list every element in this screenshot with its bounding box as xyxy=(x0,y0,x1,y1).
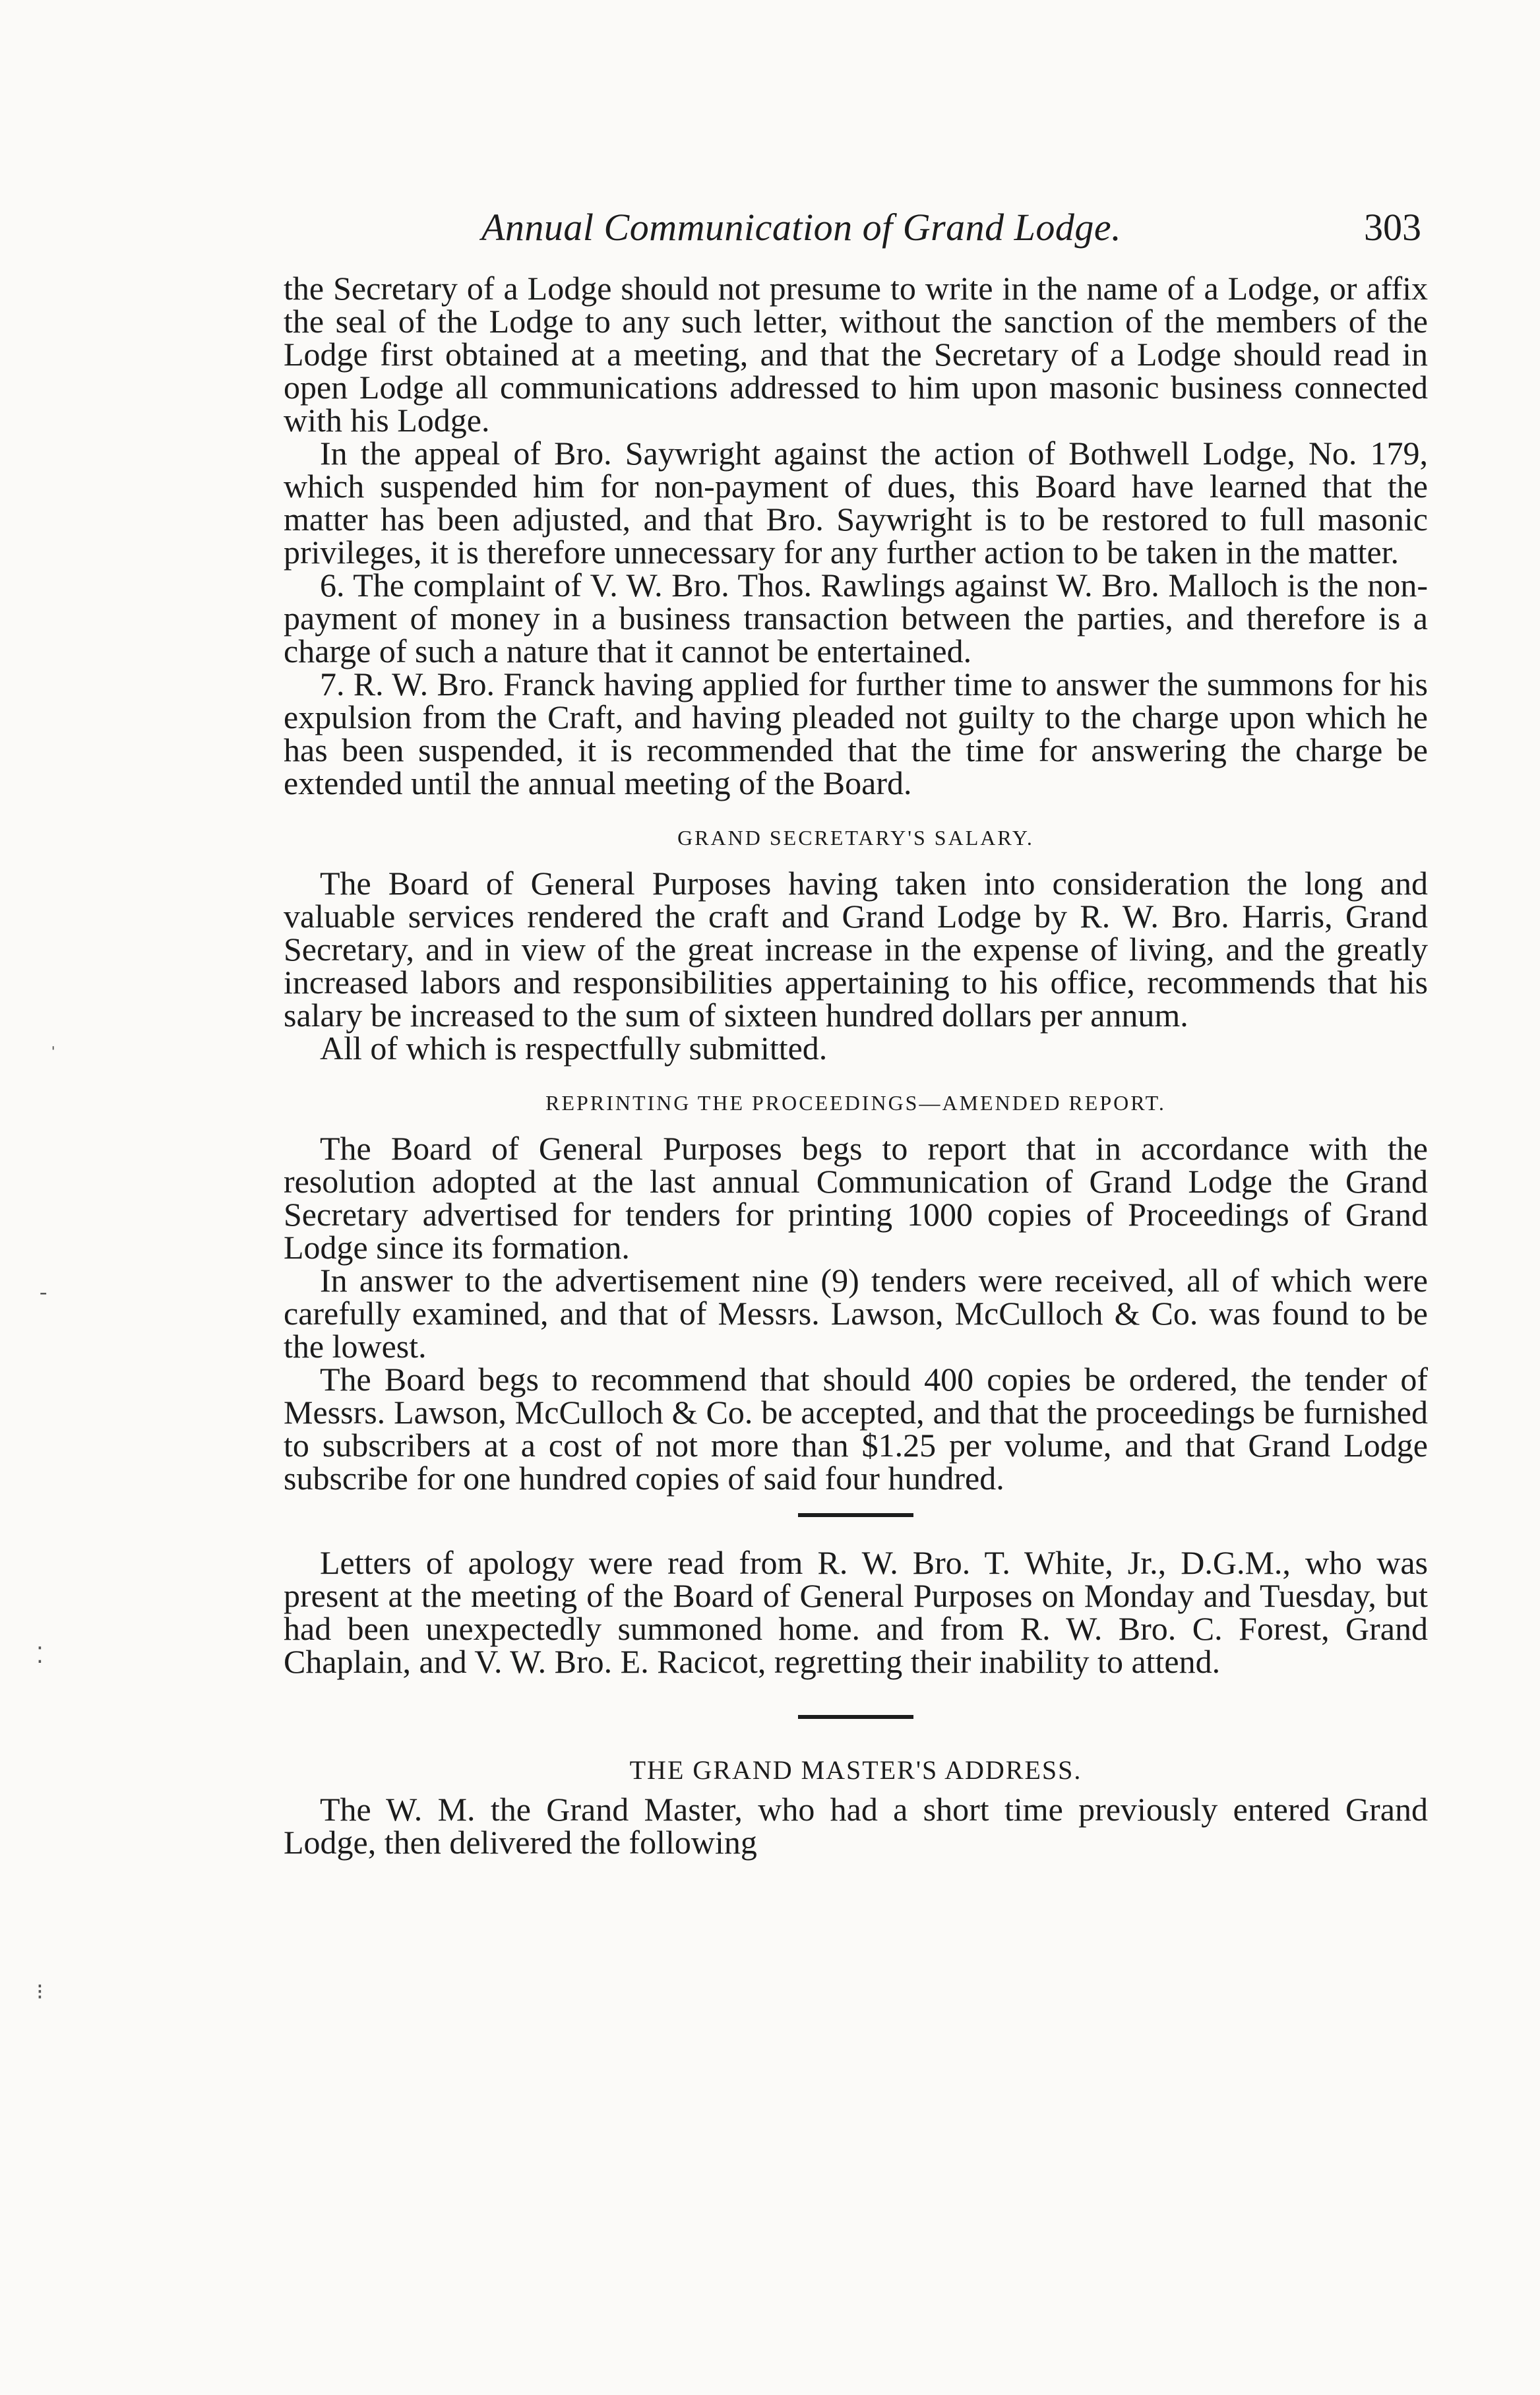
paragraph: Letters of apology were read from R. W. Bro. T. White, Jr., D.G.M., who was present at the meeting of the Board of General Purposes on Monday and Tuesday, but had been unexpectedly summoned home. and from R. W. Bro. C. Forest, Grand Chaplain, and V. W. Bro. E. Racicot, regretting their inability to attend. xyxy=(284,1544,1428,1680)
section-apologies xyxy=(284,1546,1428,1678)
section-board-report xyxy=(284,272,1428,799)
section-reprinting xyxy=(284,1132,1428,1495)
paragraph: 6. The complaint of V. W. Bro. Thos. Rawlings against W. Bro. Malloch is the non-payment of money in a business transaction between the parties, and therefore is a charge of such a nature that it cannot be entertained. xyxy=(284,567,1428,669)
paragraph: The Board of General Purposes having taken into consideration the long and valuable services rendered the craft and Grand Lodge by R. W. Bro. Harris, Grand Secretary, and in view of the great increase in the expense of living, and the greatly increased labors and responsibilities appertaining to his office, recommends that his salary be increased to the sum of sixteen hundred dollars per annum. xyxy=(284,865,1428,1034)
paragraph: All of which is respectfully submitted. xyxy=(320,1030,828,1067)
running-head xyxy=(462,198,1421,257)
section-rule xyxy=(798,1715,913,1719)
running-title: Annual Communication of Grand Lodge. xyxy=(481,206,1122,249)
margin-speck: ˌ xyxy=(49,1026,57,1050)
margin-speck: ⁝ xyxy=(36,1980,44,2005)
section-rule xyxy=(798,1513,913,1517)
heading-reprinting-proceedings: REPRINTING THE PROCEEDINGS—AMENDED REPORT. xyxy=(545,1091,1166,1115)
paragraph: The Board of General Purposes begs to report that in accordance with the resolution adopted at the last annual Communication of Grand Lodge the Grand Secretary advertised for tenders for printing 1000 copies of Proceedings of Grand Lodge since its formation. xyxy=(284,1130,1428,1266)
body-text xyxy=(284,272,1428,1859)
paragraph: In the appeal of Bro. Saywright against the action of Bothwell Lodge, No. 179, which suspended him for non-payment of dues, this Board have learned that the matter has been adjusted, and that Bro. Saywright is to be restored to full masonic privileges, it is therefore unnecessary for any further action to be taken in the matter. xyxy=(284,435,1428,571)
margin-speck: - xyxy=(40,1280,47,1304)
margin-speck: ⁚ xyxy=(36,1644,44,1668)
paragraph: The W. M. the Grand Master, who had a short time previously entered Grand Lodge, then delivered the following xyxy=(284,1791,1428,1861)
paragraph: The Board begs to recommend that should 400 copies be ordered, the tender of Messrs. Lawson, McCulloch & Co. be accepted, and that the proceedings be furnished to subscribers at a cost of not more than $1.25 per volume, and that Grand Lodge subscribe for one hundred copies of said four hundred. xyxy=(284,1361,1428,1497)
paragraph: In answer to the advertisement nine (9) tenders were received, all of which were carefully examined, and that of Messrs. Lawson, McCulloch & Co. was found to be the lowest. xyxy=(284,1262,1428,1365)
page-number: 303 xyxy=(1364,206,1421,249)
heading-grand-masters-address: THE GRAND MASTER'S ADDRESS. xyxy=(629,1755,1082,1785)
section-address-intro xyxy=(284,1793,1428,1859)
heading-grand-secretary-salary: GRAND SECRETARY'S SALARY. xyxy=(677,826,1034,850)
paragraph: 7. R. W. Bro. Franck having applied for further time to answer the summons for his expulsion from the Craft, and having pleaded not guilty to the charge upon which he has been suspended, it is recommended that the time for answering the charge be extended until the annual meeting of the Board. xyxy=(284,666,1428,801)
paragraph: the Secretary of a Lodge should not presume to write in the name of a Lodge, or affix the seal of the Lodge to any such letter, without the sanction of the members of the Lodge first obtained at a meeting, and that the Secretary of a Lodge should read in open Lodge all communications addressed to him upon masonic business connected with his Lodge. xyxy=(284,270,1428,439)
section-salary xyxy=(284,867,1428,1065)
